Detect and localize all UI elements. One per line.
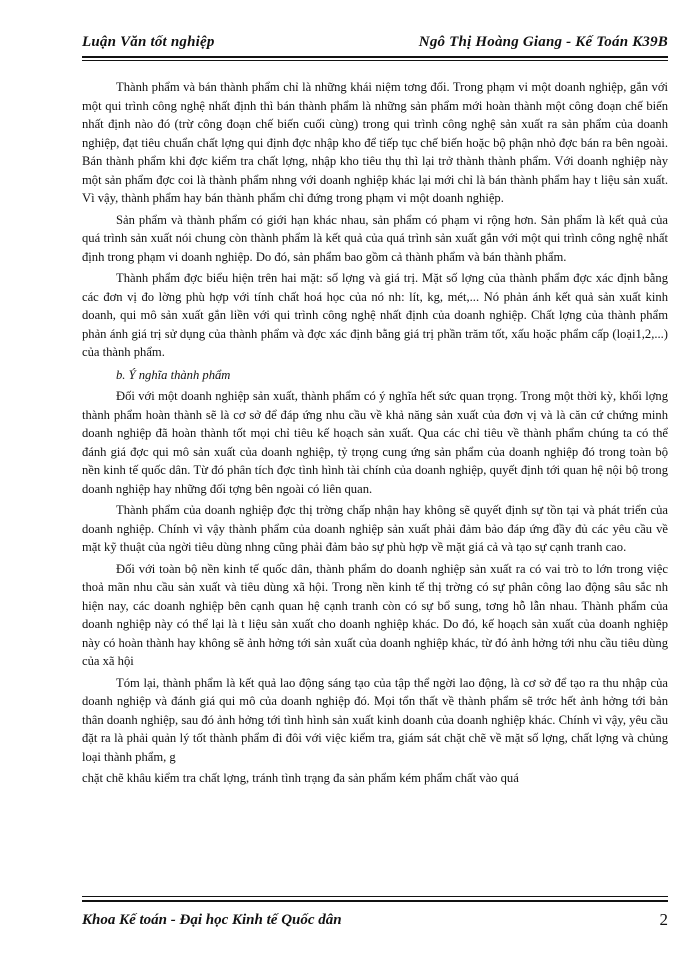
paragraph-7: Tóm lại, thành phẩm là kết quả lao động sáng tạo của tập thể ngời lao động, là cơ sở để tạo ra thu nhập của doanh nghiệp và đánh giá qui mô của doanh nghiệp đó. Mọi tổn thất về thành phẩm sẽ trớc hết ảnh hởng tới bản thân doanh nghiệp, sau đó ảnh hởng tới tình hình sản xuất kinh doanh của doanh nghiệp khác. Chính vì vậy, yêu cầu đặt ra là phải quản lý tốt thành phẩm đi đôi với việc kiểm tra, giám sát chặt chẽ về mặt số lợng, chất lợng và chủng loại thành phẩm, g xyxy=(82,675,668,764)
paragraph-4: Đối với một doanh nghiệp sản xuất, thành phẩm có ý nghĩa hết sức quan trọng. Trong một thời kỳ, khối lợng thành phẩm hoàn thành sẽ là cơ sở để đáp ứng nhu cầu về khả năng sản xuất của đơn vị và là căn cứ chứng minh doanh nghiệp đã hoàn thành tốt mọi chỉ tiêu kế hoạch sản xuất. Qua các chỉ tiêu về thành phẩm chúng ta có thể đánh giá đợc qui mô sản xuất của doanh nghiệp, tỷ trọng cung ứng sản phẩm của doanh nghiệp đó trong toàn bộ nền kinh tế quốc dân. Từ đó phân tích đợc tình hình tài chính của doanh nghiệp, quyết định tới quan hệ nội bộ trong doanh nghiệp hay những đối tợng bên ngoài có liên quan. xyxy=(82,389,668,496)
body-text xyxy=(82,78,668,868)
paragraph-3: Thành phẩm đợc biểu hiện trên hai mặt: số lợng và giá trị. Mặt số lợng của thành phẩm đợc xác định bằng các đơn vị đo lờng phù hợp với tính chất hoá học của nó nh: lít, kg, mét,... Nó phản ánh kết quả sản xuất kinh doanh, qui mô sản xuất gắn liền với qui trình công nghệ nhất định của doanh nghiệp. Chất lợng của thành phẩm phản ánh giá trị sử dụng của thành phẩm và đợc xác định bằng giá trị phần trăm tốt, xấu hoặc phẩm cấp (loại1,2,...) của thành phẩm. xyxy=(82,271,668,359)
paragraph-1: Thành phẩm và bán thành phẩm chỉ là những khái niệm tơng đối. Trong phạm vi một doanh nghiệp, gắn với một qui trình công nghệ nhất định thì bán thành phẩm là những sản phẩm mới hoàn thành một công đoạn chế biến nhất định nào đó (trừ công đoạn chế biến cuối cùng) trong qui trình công nghệ sản xuất ra sản phẩm của doanh nghiệp, đạt tiêu chuẩn chất lợng qui định đợc nhập kho để tiếp tục chế biến hoặc bộ phận nhỏ đợc bán ra bên ngoài. Bán thành phẩm khi đợc kiểm tra chất lợng, nhập kho tiêu thụ thì lại trở thành thành phẩm. Với doanh nghiệp này một sản phẩm đợc coi là thành phẩm nhng với doanh nghiệp khác lại mới chỉ là bán thành phẩm hay t liệu sản xuất. Vì vậy, thành phẩm hay bán thành phẩm chỉ đứng trong phạm vi một doanh nghiệp. xyxy=(82,80,668,205)
paragraph-8: chặt chẽ khâu kiểm tra chất lợng, tránh tình trạng đa sản phẩm kém phẩm chất vào quá xyxy=(82,771,519,785)
page-number: 2 xyxy=(659,910,668,929)
page-header xyxy=(82,30,668,56)
footer-rule-thick xyxy=(82,900,668,902)
paragraph-5: Thành phẩm của doanh nghiệp đợc thị trờng chấp nhận hay không sẽ quyết định sự tồn tại và phát triển của doanh nghiệp. Chính vì vậy thành phẩm của doanh nghiệp sản xuất phải đảm bảo đáp ứng đầy đủ các yêu cầu về mặt kỹ thuật của ngời tiêu dùng nhng cũng phải đảm bảo sự phù hợp về mặt giá cả và tạo sự cạnh tranh cao. xyxy=(82,503,668,554)
paragraph-2: Sản phẩm và thành phẩm có giới hạn khác nhau, sản phẩm có phạm vi rộng hơn. Sản phẩm là kết quả của quá trình sản xuất nói chung còn thành phẩm là kết quả của quá trình sản xuất gắn với một qui trình công nghệ nhất định trong phạm vi doanh nghiệp. Do đó, sản phẩm bao gồm cả thành phẩm và bán thành phẩm. xyxy=(82,212,668,264)
page-footer xyxy=(82,910,668,934)
header-rule-thin xyxy=(82,60,668,61)
footer-faculty: Khoa Kế toán - Đại học Kinh tế Quốc dân xyxy=(82,912,342,928)
header-rule-thick xyxy=(82,56,668,58)
paragraph-6: Đối với toàn bộ nền kinh tế quốc dân, thành phẩm do doanh nghiệp sản xuất ra có vai trò to lớn trong việc thoả mãn nhu cầu sản xuất và tiêu dùng xã hội. Trong nền kinh tế thị trờng có sự phân công lao động sâu sắc nh hiện nay, các doanh nghiệp bên cạnh quan hệ cạnh tranh còn có sự bổ sung, tơng hỗ lẫn nhau. Thành phẩm của doanh nghiệp này có thể lại là t liệu sản xuất cho doanh nghiệp khác. Do đó, kế hoạch sản xuất của doanh nghiệp này có hoàn thành hay không sẽ ảnh hởng tới sản xuất của doanh nghiệp khác, từ đó ảnh hởng tới nhu cầu tiêu dùng của xã hội xyxy=(82,561,668,668)
header-thesis-title: Luận Văn tốt nghiệp xyxy=(82,34,215,50)
header-author: Ngô Thị Hoàng Giang - Kế Toán K39B xyxy=(418,34,668,50)
footer-rule-thin xyxy=(82,896,668,897)
section-heading: b. Ý nghĩa thành phẩm xyxy=(116,367,231,382)
